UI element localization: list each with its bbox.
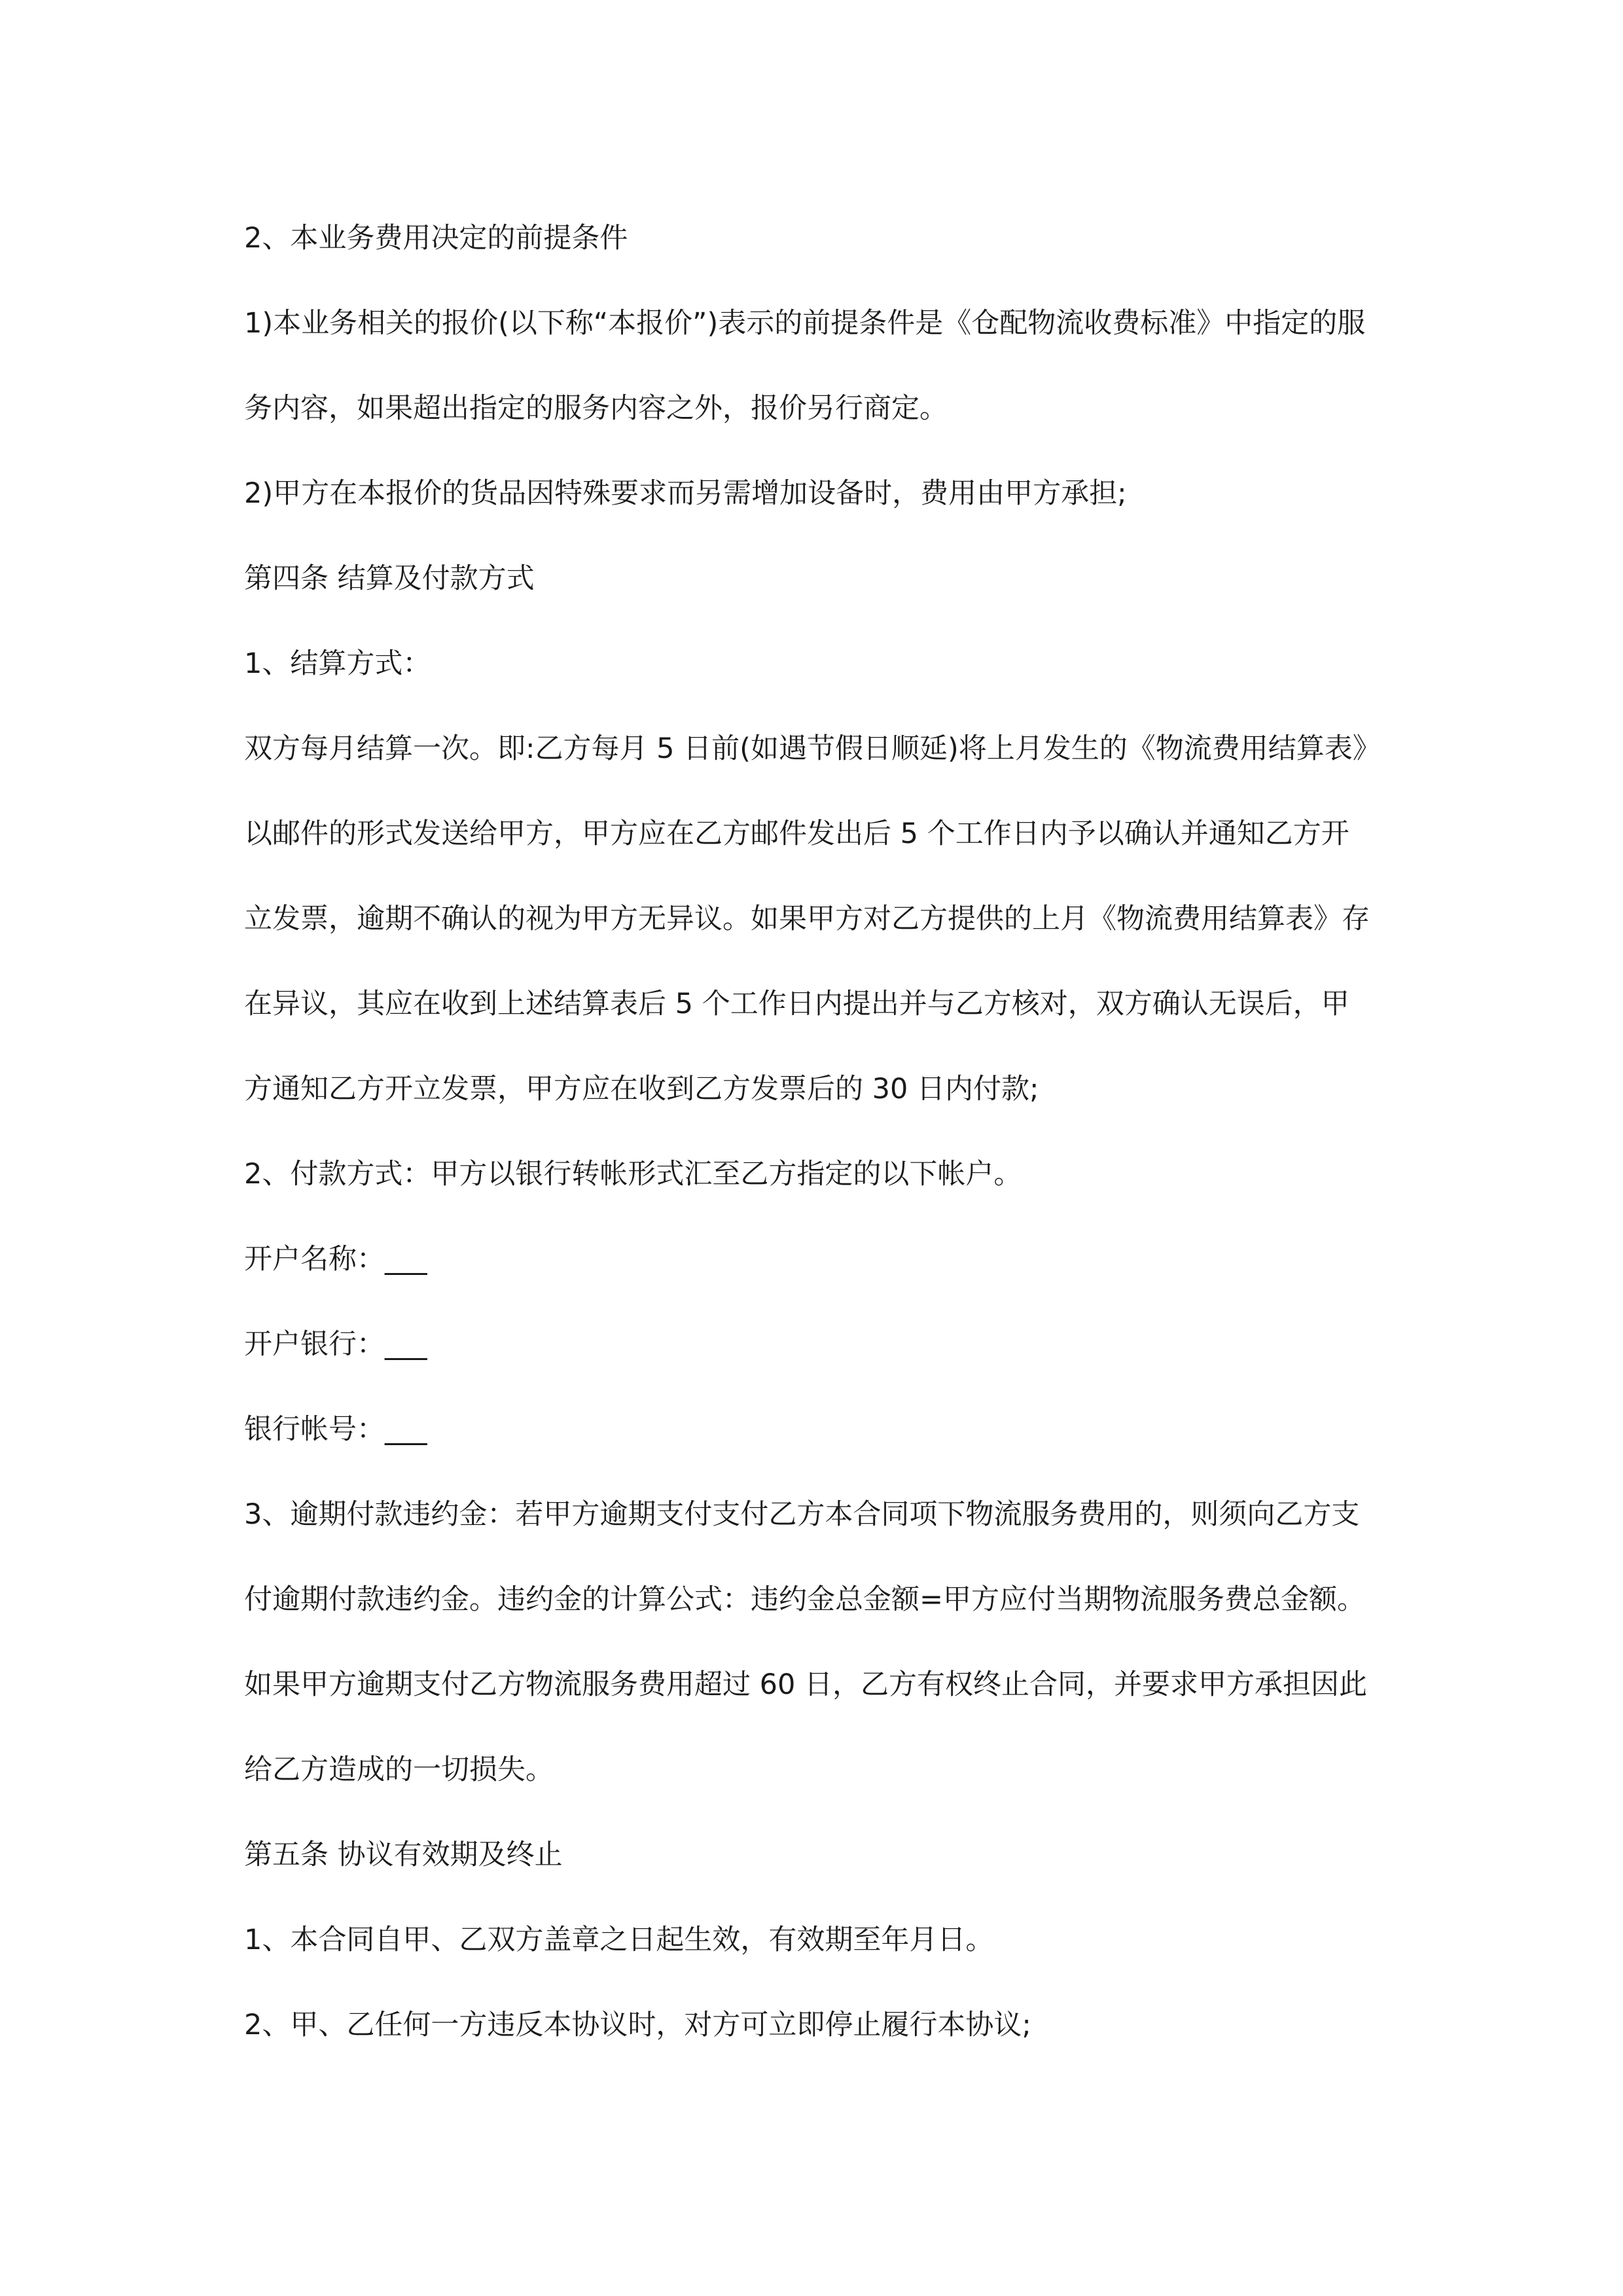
paragraph-line: 双方每月结算一次。即:乙方每月 5 日前(如遇节假日顺延)将上月发生的《物流费用结算表》 — [244, 732, 1381, 765]
paragraph-line: 2)甲方在本报价的货品因特殊要求而另需增加设备时，费用由甲方承担; — [244, 477, 1127, 510]
article-heading: 第五条 协议有效期及终止 — [244, 1839, 563, 1871]
account-name-field: 开户名称：___ — [244, 1243, 427, 1276]
paragraph-line: 1、本合同自甲、乙双方盖章之日起生效，有效期至年月日。 — [244, 1924, 994, 1956]
paragraph-line: 在异议，其应在收到上述结算表后 5 个工作日内提出并与乙方核对，双方确认无误后，甲 — [244, 988, 1349, 1020]
paragraph-line: 付逾期付款违约金。违约金的计算公式：违约金总金额=甲方应付当期物流服务费总金额。 — [244, 1583, 1366, 1616]
paragraph-line: 立发票，逾期不确认的视为甲方无异议。如果甲方对乙方提供的上月《物流费用结算表》存 — [244, 903, 1370, 935]
article-heading: 第四条 结算及付款方式 — [244, 562, 535, 595]
paragraph-line: 3、逾期付款违约金：若甲方逾期支付支付乙方本合同项下物流服务费用的，则须向乙方支 — [244, 1498, 1360, 1531]
section-heading: 1、结算方式： — [244, 647, 431, 680]
paragraph-line: 1)本业务相关的报价(以下称“本报价”)表示的前提条件是《仓配物流收费标准》中指定的服 — [244, 307, 1366, 340]
paragraph-line: 务内容，如果超出指定的服务内容之外，报价另行商定。 — [244, 392, 948, 425]
bank-name-field: 开户银行：___ — [244, 1328, 427, 1361]
section-heading: 2、本业务费用决定的前提条件 — [244, 222, 628, 255]
paragraph-line: 2、甲、乙任何一方违反本协议时，对方可立即停止履行本协议; — [244, 2009, 1031, 2041]
paragraph-line: 给乙方造成的一切损失。 — [244, 1753, 554, 1786]
section-heading: 2、付款方式：甲方以银行转帐形式汇至乙方指定的以下帐户。 — [244, 1158, 1022, 1191]
account-number-field: 银行帐号：___ — [244, 1413, 427, 1446]
paragraph-line: 以邮件的形式发送给甲方，甲方应在乙方邮件发出后 5 个工作日内予以确认并通知乙方开 — [244, 817, 1349, 850]
paragraph-line: 方通知乙方开立发票，甲方应在收到乙方发票后的 30 日内付款; — [244, 1073, 1039, 1105]
paragraph-line: 如果甲方逾期支付乙方物流服务费用超过 60 日，乙方有权终止合同，并要求甲方承担因此 — [244, 1668, 1368, 1701]
